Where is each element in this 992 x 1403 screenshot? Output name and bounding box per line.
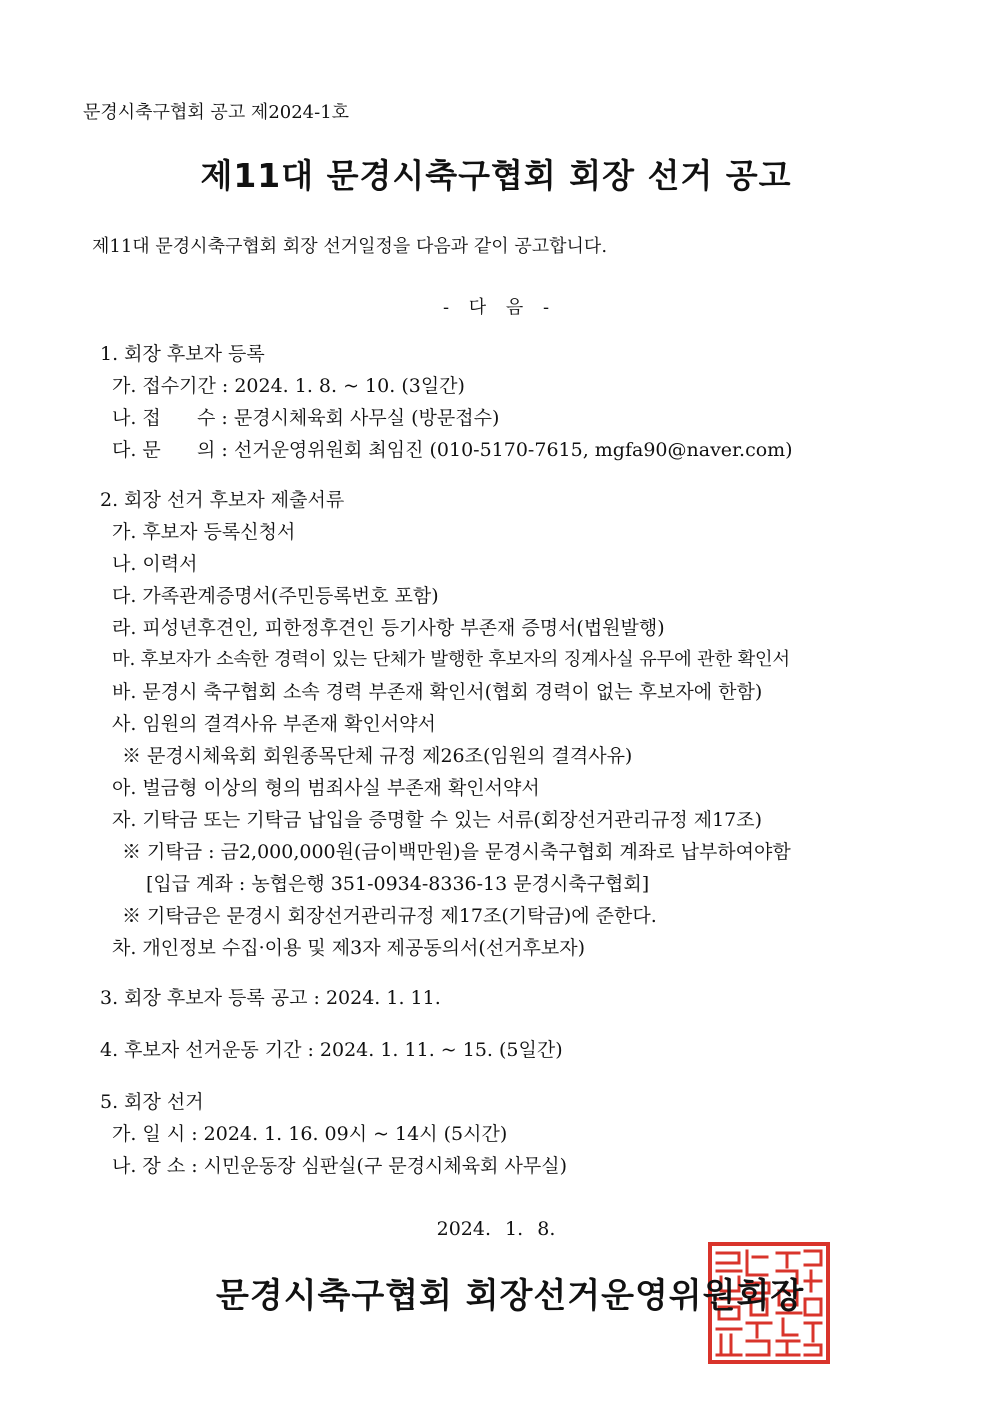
section-1-item: 가. 접수기간 : 2024. 1. 8. ~ 10. (3일간) xyxy=(112,375,465,397)
section-5-item: 나. 장 소 : 시민운동장 심판실(구 문경시체육회 사무실) xyxy=(112,1155,567,1177)
signature: 문경시축구협회 회장선거운영위원회장 xyxy=(216,1276,805,1316)
section-2-item: 가. 후보자 등록신청서 xyxy=(112,521,296,543)
section-2-item: 아. 벌금형 이상의 형의 범죄사실 부존재 확인서약서 xyxy=(112,777,540,799)
section-2-item: 차. 개인정보 수집·이용 및 제3자 제공동의서(선거후보자) xyxy=(112,937,585,959)
section-2-note: ※ 문경시체육회 회원종목단체 규정 제26조(임원의 결격사유) xyxy=(122,745,633,767)
section-2-note: ※ 기탁금은 문경시 회장선거관리규정 제17조(기탁금)에 준한다. xyxy=(122,905,657,927)
notice-number: 문경시축구협회 공고 제2024-1호 xyxy=(83,102,350,123)
section-2-item: 나. 이력서 xyxy=(112,553,198,575)
section-2-item: 다. 가족관계증명서(주민등록번호 포함) xyxy=(112,585,439,607)
section-5-heading: 5. 회장 선거 xyxy=(100,1091,204,1113)
section-1-heading: 1. 회장 후보자 등록 xyxy=(100,343,265,365)
section-1-item: 다. 문 의 : 선거운영위원회 최임진 (010-5170-7615, mgfa90@naver.com) xyxy=(112,439,793,461)
section-2-item: 마. 후보자가 소속한 경력이 있는 단체가 발행한 후보자의 징계사실 유무에 관한 확인서 xyxy=(112,649,790,670)
intro-text: 제11대 문경시축구협회 회장 선거일정을 다음과 같이 공고합니다. xyxy=(92,236,608,257)
section-2-note: ※ 기탁금 : 금2,000,000원(금이백만원)을 문경시축구협회 계좌로 납부하여야함 xyxy=(122,841,791,863)
section-2-item: 라. 피성년후견인, 피한정후견인 등기사항 부존재 증명서(법원발행) xyxy=(112,617,665,639)
section-2-heading: 2. 회장 선거 후보자 제출서류 xyxy=(100,489,345,511)
section-1-item: 나. 접 수 : 문경시체육회 사무실 (방문접수) xyxy=(112,407,500,429)
notice-date: 2024. 1. 8. xyxy=(436,1218,556,1240)
section-5-item: 가. 일 시 : 2024. 1. 16. 09시 ~ 14시 (5시간) xyxy=(112,1123,508,1145)
section-2-item: 자. 기탁금 또는 기탁금 납입을 증명할 수 있는 서류(회장선거관리규정 제17조) xyxy=(112,809,763,831)
deposit-account: [입급 계좌 : 농협은행 351-0934-8336-13 문경시축구협회] xyxy=(146,873,650,895)
section-4-heading: 4. 후보자 선거운동 기간 : 2024. 1. 11. ~ 15. (5일간) xyxy=(100,1039,563,1061)
section-3-heading: 3. 회장 후보자 등록 공고 : 2024. 1. 11. xyxy=(100,987,441,1009)
section-2-item: 바. 문경시 축구협회 소속 경력 부존재 확인서(협회 경력이 없는 후보자에 한함) xyxy=(112,681,763,703)
section-heading: - 다 음 - xyxy=(442,297,550,318)
page-title: 제11대 문경시축구협회 회장 선거 공고 xyxy=(200,156,792,195)
section-2-item: 사. 임원의 결격사유 부존재 확인서약서 xyxy=(112,713,436,735)
